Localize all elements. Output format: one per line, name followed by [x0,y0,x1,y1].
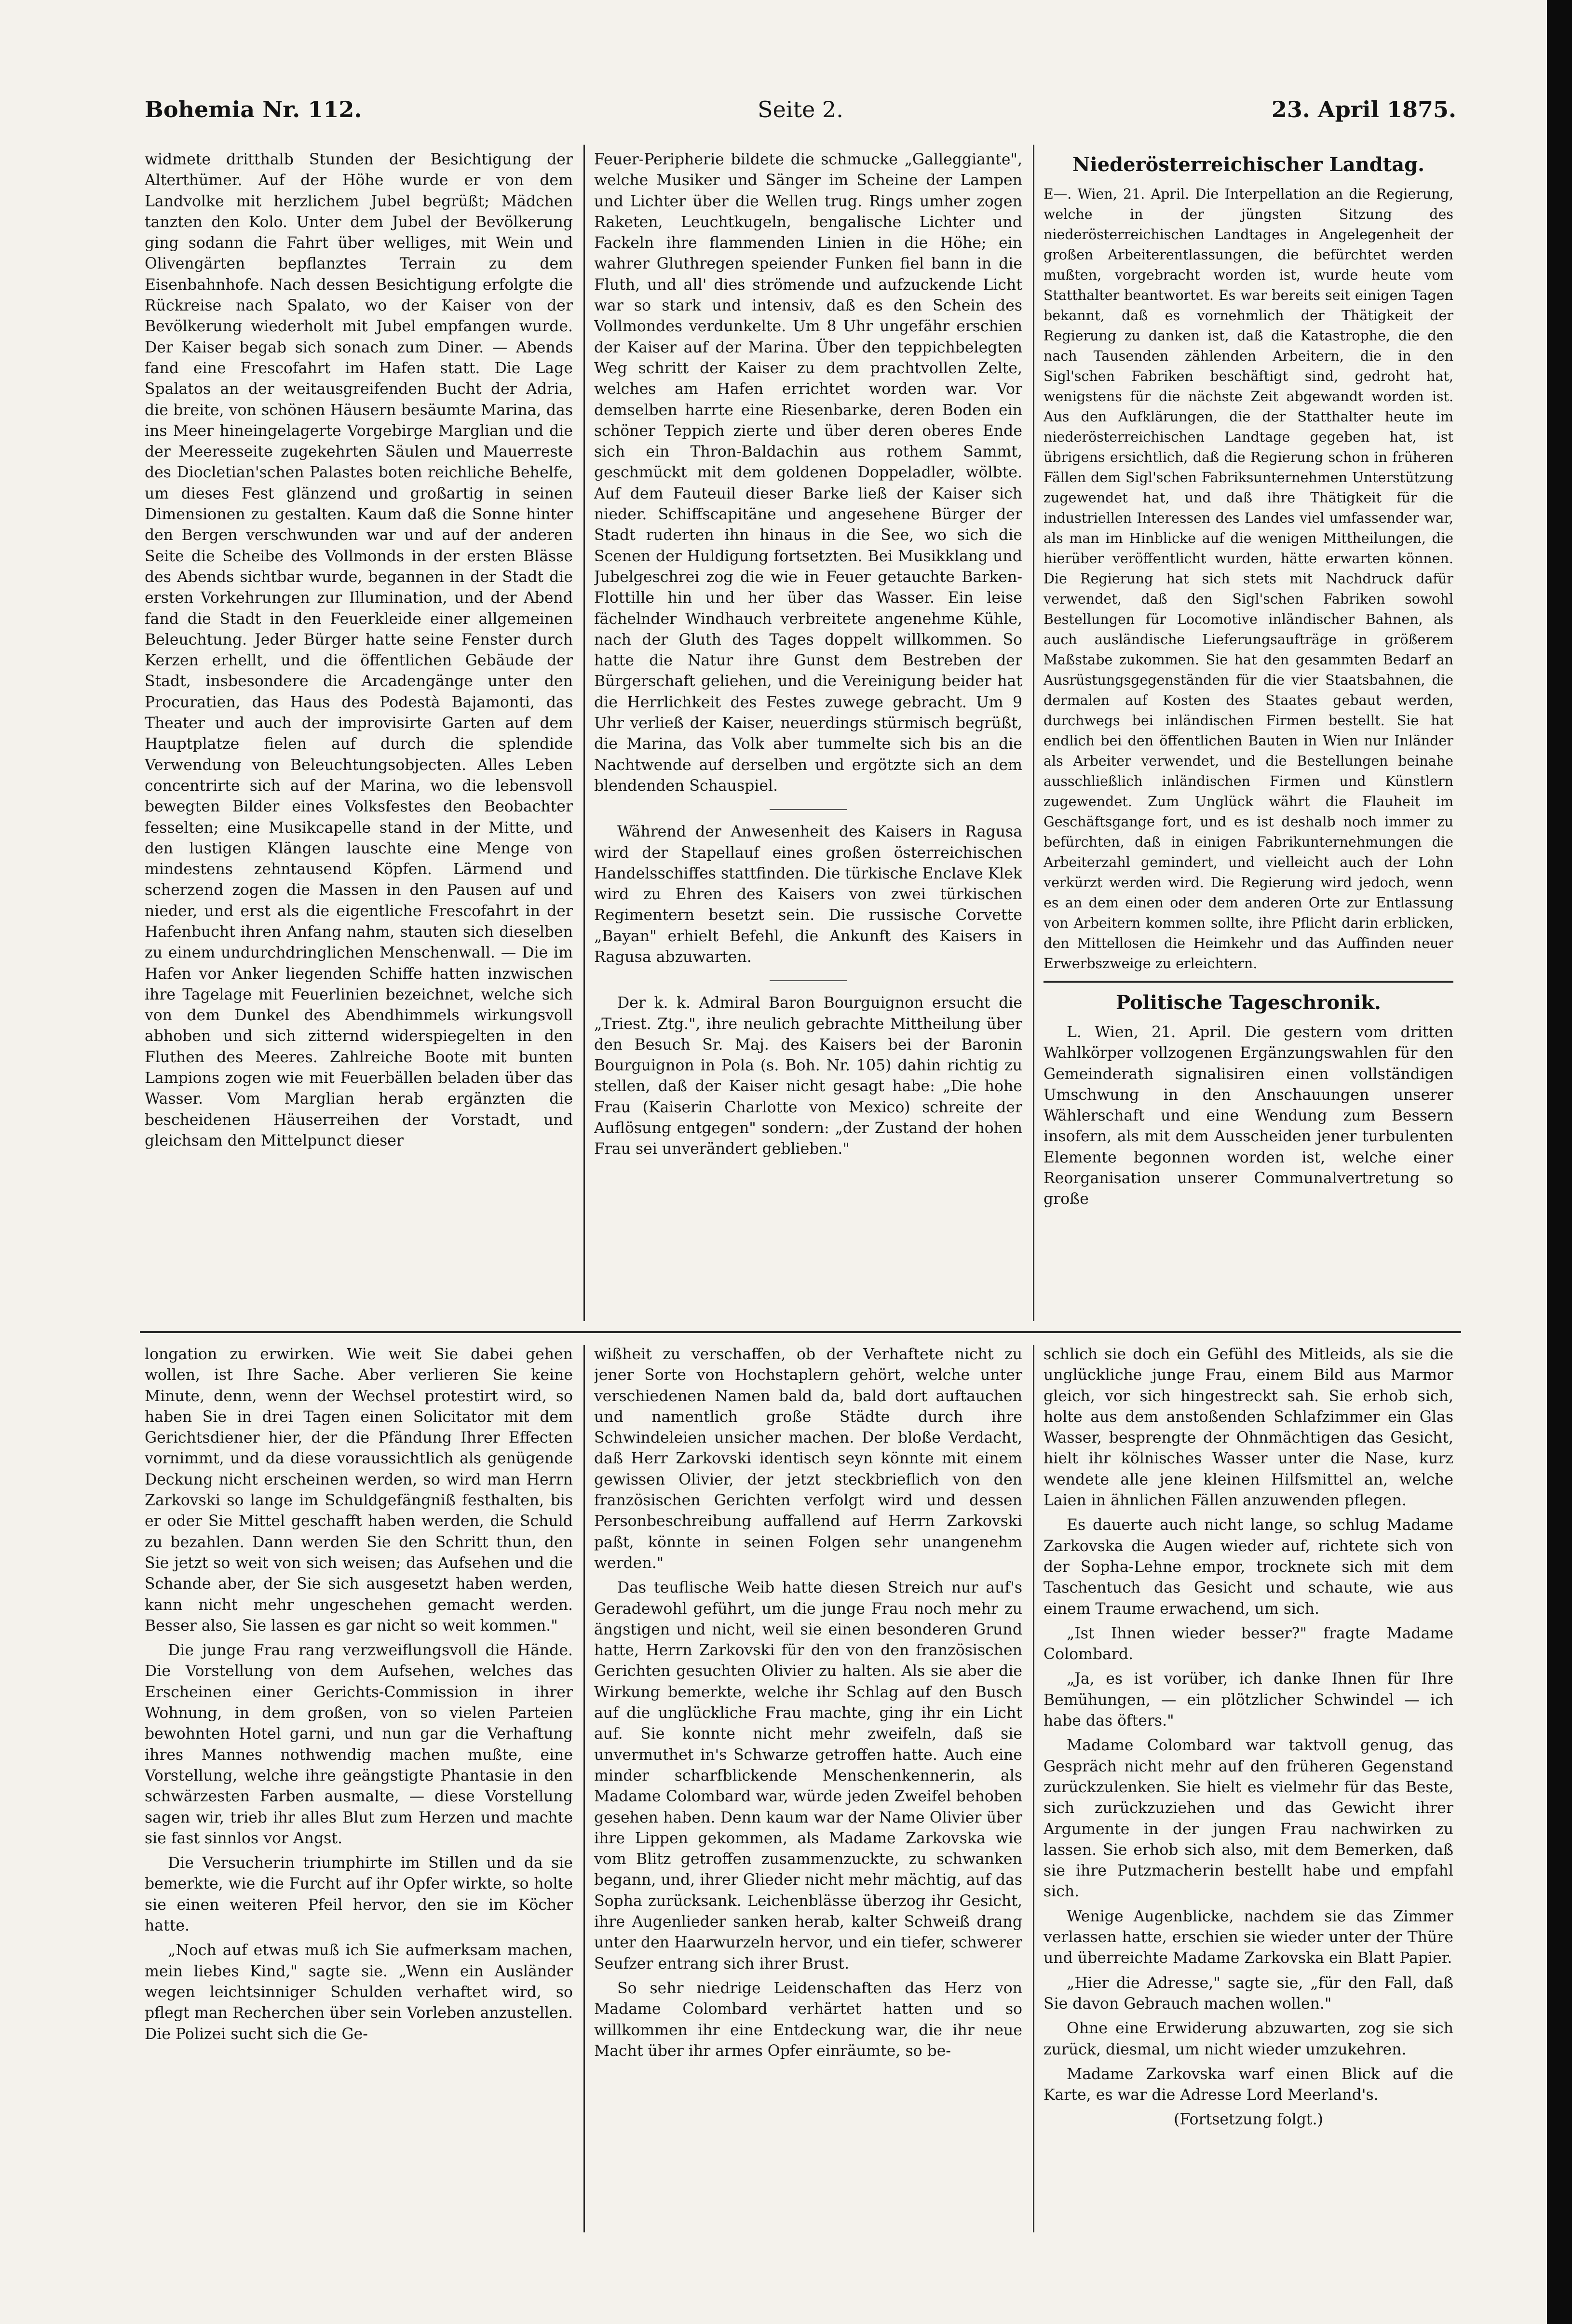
feuilleton-column-1 [145,1344,573,2231]
feuilleton-text: Die junge Frau rang verzweiflungsvoll die Hände. Die Vorstellung von dem Aufsehen, welches das Erscheinen einer Gerichts-Commission in ihrer Wohnung, in dem großen, von so vielen Parteien bewohnten Hotel garni, und nun gar die Verhaftung ihres Mannes nothwendig machen mußte, eine Vorstellung, welche ihre geängstigte Phantasie in den schwärzesten Farben ausmalte, — diese Vorstellung sagen wir, trieb ihr alles Blut zum Herzen und machte sie fast sinnlos vor Angst. [145,1642,573,1847]
scan-border [1547,0,1572,2324]
page-number: Seite 2. [758,96,843,122]
feuilleton-text: schlich sie doch ein Gefühl des Mitleids, als sie die unglückliche junge Frau, einem Bild aus Marmor gleich, vor sich hingestreckt sah. Sie erhob sich, holte aus dem anstoßenden Schlafzimmer ein Glas Wasser, besprengte der Ohnmächtigen das Gesicht, hielt ihr kölnisches Wasser unter die Nase, kurz wendete alle jene kleinen Hilfsmittel an, welche Laien in ähnlichen Fällen anzuwenden pflegen. [1043,1346,1453,1510]
news-ragusa: Während der Anwesenheit des Kaisers in Ragusa wird der Stapellauf eines großen österreichischen Handelsschiffes stattfinden. Die türkische Enclave Klek wird zu Ehren des Kaisers von zwei türkischen Regimentern besetzt sein. Die russische Corvette „Bayan" erhielt Befehl, die Ankunft des Kaisers in Ragusa abzuwarten. [594,823,1022,966]
section-title-landtag: Niederösterreichischer Landtag. [1072,153,1425,176]
feuilleton-text: longation zu erwirken. Wie weit Sie dabei gehen wollen, ist Ihre Sache. Aber verlieren Sie keine Minute, denn, wenn der Wechsel protestirt wird, so haben Sie in drei Tagen einen Solicitator mit dem Gerichtsdiener hier, der die Pfändung Ihrer Effecten vornimmt, und da diese voraussichtlich als genügende Deckung nicht erscheinen werden, so wird man Herrn Zarkovski so lange im Schuldgefängniß festhalten, bis er oder Sie Mittel geschafft haben werden, die Schuld zu bezahlen. Dann werden Sie den Schritt thun, den Sie jetzt so weit von sich weisen; das Aufsehen und die Schande aber, der Sie sich ausgesetzt haben werden, kann nicht mehr ungeschehen gemacht werden. Besser also, Sie lassen es gar nicht so weit kommen." [145,1346,573,1635]
article-kaiser-dalmatien-part2: Feuer-Peripherie bildete die schmucke „Galleggiante", welche Musiker und Sänger im Scheine der Lampen und Lichter über die Wellen trug. Rings umher zogen Raketen, Leuchtkugeln, bengalische Lichter und Fackeln ihre flammenden Linien in die Höhe; ein wahrer Gluthregen speiender Funken fiel bann in die Fluth, und all' dies strömende und aufzuckende Licht war so stark und intensiv, daß es den Schein des Vollmondes verdunkelte. Um 8 Uhr ungefähr erschien der Kaiser auf der Marina. Über den teppichbelegten Weg schritt der Kaiser zu dem prachtvollen Zelte, welches am Hafen errichtet worden war. Vor demselben harrte eine Riesenbarke, deren Boden ein schöner Teppich zierte und über deren oberes Ende sich ein Thron-Baldachin aus rothem Sammt, geschmückt mit dem goldenen Doppeladler, wölbte. Auf dem Fauteuil dieser Barke ließ der Kaiser sich nieder. Schiffscapitäne und angesehene Bürger der Stadt ruderten ihn hinaus in die See, wo sich die Scenen der Huldigung fortsetzten. Bei Musikklang und Jubelgeschrei zog die wie in Feuer getauchte Barken-Flottille hin und her über das Wasser. Ein leise fächelnder Windhauch verbreitete angenehme Kühle, nach der Gluth des Tages doppelt willkommen. So hatte die Natur ihre Gunst dem Bestreben der Bürgerschaft geliehen, und die Vereinigung beider hat die Herrlichkeit des Festes zuwege gebracht. Um 9 Uhr verließ der Kaiser, neuerdings stürmisch begrüßt, die Marina, das Volk aber tummelte sich bis an die Nachtwende auf derselben und ergötzte sich an dem blendenden Schauspiel. [594,151,1022,795]
column-1 [145,149,573,1321]
feuilleton-column-2 [594,1344,1022,2231]
feuilleton-text: wißheit zu verschaffen, ob der Verhaftete nicht zu jener Sorte von Hochstaplern gehört, welche unter verschiedenen Namen bald da, bald dort auftauchen und namentlich große Städte durch ihre Schwindeleien unsicher machen. Der bloße Verdacht, daß Herr Zarkovski identisch seyn könnte mit einem gewissen Olivier, der jetzt steckbrieflich von den französischen Gerichten verfolgt wird und dessen Personbeschreibung auffallend auf Herrn Zarkovski paßt, könnte in seinen Folgen sehr unangenehm werden." [594,1346,1022,1572]
column-divider [1033,145,1034,1321]
column-3 [1043,149,1453,1321]
column-divider [583,1345,585,2232]
article-landtag: E—. Wien, 21. April. Die Interpellation an die Regierung, welche in der jüngsten Sitzung des niederösterreichischen Landtages in Angelegenheit der großen Arbeiterentlassungen, die befürchtet werden mußten, vorgebracht worden ist, wurde heute vom Statthalter beantwortet. Es war bereits seit einigen Tagen bekannt, daß es vornehmlich der Thätigkeit der Regierung zu danken ist, daß die Katastrophe, die den nach Tausenden zählenden Arbeitern, die in den Sigl'schen Fabriken beschäftigt sind, gedroht hat, wenigstens für die nächste Zeit abgewandt worden ist. Aus den Aufklärungen, die der Statthalter heute im niederösterreichischen Landtage gegeben hat, ist übrigens ersichtlich, daß die Regierung schon in früheren Fällen dem Sigl'schen Fabriksunternehmen Unterstützung zugewendet hat, und daß ihre Thätigkeit für die industriellen Interessen des Landes viel umfassender war, als man im Hinblicke auf die wenigen Mittheilungen, die hierüber veröffentlicht wurden, hätte erwarten können. Die Regierung hat sich stets mit Nachdruck dafür verwendet, daß den Sigl'schen Fabriken sowohl Bestellungen für Locomotive inländischer Bahnen, als auch ausländische Lieferungsaufträge in größerem Maßstabe zukommen. Sie hat den gesammten Bedarf an Ausrüstungsgegenständen für die vier Staatsbahnen, die dermalen auf Kosten des Staates gebaut werden, durchwegs bei inländischen Firmen bestellt. Sie hat endlich bei den öffentlichen Bauten in Wien nur Inländer als Arbeiter verwendet, und die Bestellungen beinahe ausschließlich inländischen Firmen und Künstlern zugewendet. Zum Unglück währt die Flauheit im Geschäftsgange fort, und es ist deshalb noch immer zu befürchten, daß in einigen Fabrikunternehmungen die Arbeiterzahl gemindert, und vielleicht auch der Lohn verkürzt werden wird. Die Regierung wird jedoch, wenn es an dem einen oder dem anderen Orte zur Entlassung von Arbeitern kommen sollte, ihre Pflicht darin erblicken, den Mittellosen die Heimkehr und das Auffinden neuer Erwerbszweige zu erleichtern. [1043,186,1453,972]
masthead-issue: Bohemia Nr. 112. [145,96,362,122]
feuilleton-text: „Hier die Adresse," sagte sie, „für den Fall, daß Sie davon Gebrauch machen wollen." [1043,1974,1453,2013]
feuilleton-text: „Ja, es ist vorüber, ich danke Ihnen für Ihre Bemühungen, — ein plötzlicher Schwindel — ich habe das öfters." [1043,1670,1453,1730]
issue-date: 23. April 1875. [1271,96,1456,122]
column-divider [583,145,585,1321]
feuilleton-text: So sehr niedrige Leidenschaften das Herz von Madame Colombard verhärtet hatten und so willkommen ihr eine Entdeckung war, die ihr neue Macht über ihr armes Opfer einräumte, so be- [594,1979,1022,2060]
separator [770,809,847,810]
feuilleton-text: „Noch auf etwas muß ich Sie aufmerksam machen, mein liebes Kind," sagte sie. „Wenn ein Ausländer wegen leichtsinniger Schulden verhaftet wird, so pflegt man Recherchen über sein Vorleben anzustellen. Die Polizei sucht sich die Ge- [145,1942,573,2043]
article-kaiser-dalmatien-part1: widmete dritthalb Stunden der Besichtigung der Alterthümer. Auf der Höhe wurde er von dem Landvolke mit herzlichem Jubel begrüßt; Mädchen tanzten den Kolo. Unter dem Jubel der Bevölkerung ging sodann die Fahrt über welliges, mit Wein und Olivengärten bepflanztes Terrain zu dem Eisenbahnhofe. Nach dessen Besichtigung erfolgte die Rückreise nach Spalato, wo der Kaiser von der Bevölkerung wiederholt mit Jubel empfangen wurde. Der Kaiser begab sich sonach zum Diner. — Abends fand eine Frescofahrt im Hafen statt. Die Lage Spalatos an der weitausgreifenden Bucht der Adria, die breite, von schönen Häusern besäumte Marina, das ins Meer hineingelagerte Vorgebirge Marglian und die der Meeresseite zugekehrten Säulen und Mauerreste des Diocletian'schen Palastes boten reichliche Behelfe, um dieses Fest glänzend und großartig in seinen Dimensionen zu gestalten. Kaum daß die Sonne hinter den Bergen verschwunden war und auf der anderen Seite die Scheibe des Vollmonds in der ersten Blässe des Abends sichtbar wurde, begannen in der Stadt die ersten Vorkehrungen zur Illumination, und der Abend fand die Stadt in den Feuerkleide einer allgemeinen Beleuchtung. Jeder Bürger hatte seine Fenster durch Kerzen erhellt, und die öffentlichen Gebäude der Stadt, insbesondere die Arcadengänge unter den Procuratien, das Haus des Podestà Bajamonti, das Theater und auch der improvisirte Garten auf dem Hauptplatze fielen auf durch die splendide Verwendung von Beleuchtungsobjecten. Alles Leben concentrirte sich auf der Marina, wo die lebensvoll bewegten Bilder eines Volksfestes den Beobachter fesselten; eine Musikcapelle stand in der Mitte, und den lustigen Klängen lauschte eine Menge von mindestens zehntausend Köpfen. Lärmend und scherzend zogen die Massen in den Pausen auf und nieder, und erst als die eigentliche Frescofahrt in der Hafenbucht ihren Anfang nahm, stauten sich dieselben zu einem undurchdringlichen Menschenwall. — Die im Hafen vor Anker liegenden Schiffe hatten inzwischen ihre Tagelage mit Feuerlinien bezeichnet, welche sich von dem Dunkel des Abendhimmels wirkungsvoll abhoben und sich zitternd widerspiegelten in den Fluthen des Meeres. Zahlreiche Boote mit bunten Lampions zogen wie mit Feuerbällen beladen über das Wasser. Vom Marglian herab ergänzten die bescheidenen Häuserreihen der Vorstadt, und gleichsam den Mittelpunct dieser [145,151,573,1149]
article-tageschronik: L. Wien, 21. April. Die gestern vom dritten Wahlkörper vollzogenen Ergänzungswahlen für den Gemeinderath signalisiren einen vollständigen Umschwung in den Anschauungen unserer Wählerschaft und eine Wendung zum Bessern insofern, als mit dem Ausscheiden jener turbulenten Elemente begonnen worden ist, welche einer Reorganisation unserer Communalvertretung so große [1043,1024,1453,1208]
feuilleton-text: Das teuflische Weib hatte diesen Streich nur auf's Geradewohl geführt, um die junge Frau noch mehr zu ängstigen und nicht, weil sie einen besonderen Grund hatte, Herrn Zarkovski für den von den französischen Gerichten gesuchten Olivier zu halten. Als sie aber die Wirkung bemerkte, welche ihr Schlag auf den Busch auf die unglückliche Frau machte, ging ihr ein Licht auf. Sie konnte nicht mehr zweifeln, daß sie unvermuthet in's Schwarze getroffen hatte. Auch eine minder scharfblickende Menschenkennerin, als Madame Colombard war, würde jeden Zweifel behoben gesehen haben. Denn kaum war der Name Olivier über ihre Lippen gekommen, als Madame Zarkovska wie vom Blitz getroffen zusammenzuckte, zu schwanken begann, und, ihrer Glieder nicht mehr mächtig, auf das Sopha zurücksank. Leichenblässe überzog ihr Gesicht, ihre Augenlieder sanken herab, kalter Schweiß drang unter den Haarwurzeln hervor, und ein tiefer, schwerer Seufzer entrang sich ihrer Brust. [594,1579,1022,1973]
feuilleton-rule [140,1331,1461,1333]
column-divider [1033,1345,1034,2232]
feuilleton-text: Es dauerte auch nicht lange, so schlug Madame Zarkovska die Augen wieder auf, richtete sich von der Sopha-Lehne empor, trocknete sich mit dem Taschentuch das Gesicht und schaute, wie aus einem Traume erwachend, um sich. [1043,1516,1453,1618]
column-2 [594,149,1022,1321]
feuilleton-text: Die Versucherin triumphirte im Stillen und da sie bemerkte, wie die Furcht auf ihr Opfer wirkte, so holte sie einen weiteren Pfeil hervor, den sie im Köcher hatte. [145,1854,573,1935]
news-admiral-bourguignon: Der k. k. Admiral Baron Bourguignon ersucht die „Triest. Ztg.", ihre neulich gebrachte Mittheilung über den Besuch Sr. Maj. des Kaisers bei der Baronin Bourguignon in Pola (s. Boh. Nr. 105) dahin richtig zu stellen, daß der Kaiser nicht gesagt habe: „Die hohe Frau (Kaiserin Charlotte von Mexico) schreite der Auflösung entgegen" sondern: „der Zustand der hohen Frau sei unverändert geblieben." [594,994,1022,1158]
feuilleton-text: „Ist Ihnen wieder besser?" fragte Madame Colombard. [1043,1624,1453,1663]
section-title-tageschronik: Politische Tageschronik. [1116,991,1381,1014]
feuilleton-text: Madame Zarkovska warf einen Blick auf die Karte, es war die Adresse Lord Meerland's. [1043,2065,1453,2104]
feuilleton-text: Madame Colombard war taktvoll genug, das Gespräch nicht mehr auf den früheren Gegenstand zurückzulenken. Sie hielt es vielmehr für das Beste, sich zurückzuziehen und das Gewicht ihrer Argumente in der jungen Frau nachwirken zu lassen. Sie erhob sich also, mit dem Bemerken, daß sie ihre Putzmacherin bestellt habe und empfahl sich. [1043,1737,1453,1901]
section-rule [1043,981,1453,983]
feuilleton-text: Ohne eine Erwiderung abzuwarten, zog sie sich zurück, diesmal, um nicht wieder umzukehren. [1043,2020,1453,2058]
continuation-note: (Fortsetzung folgt.) [1174,2111,1323,2129]
separator [770,980,847,981]
page-header [145,96,1456,135]
feuilleton-text: Wenige Augenblicke, nachdem sie das Zimmer verlassen hatte, erschien sie wieder unter der Thüre und überreichte Madame Zarkovska ein Blatt Papier. [1043,1907,1453,1967]
feuilleton-column-3 [1043,1344,1453,2231]
